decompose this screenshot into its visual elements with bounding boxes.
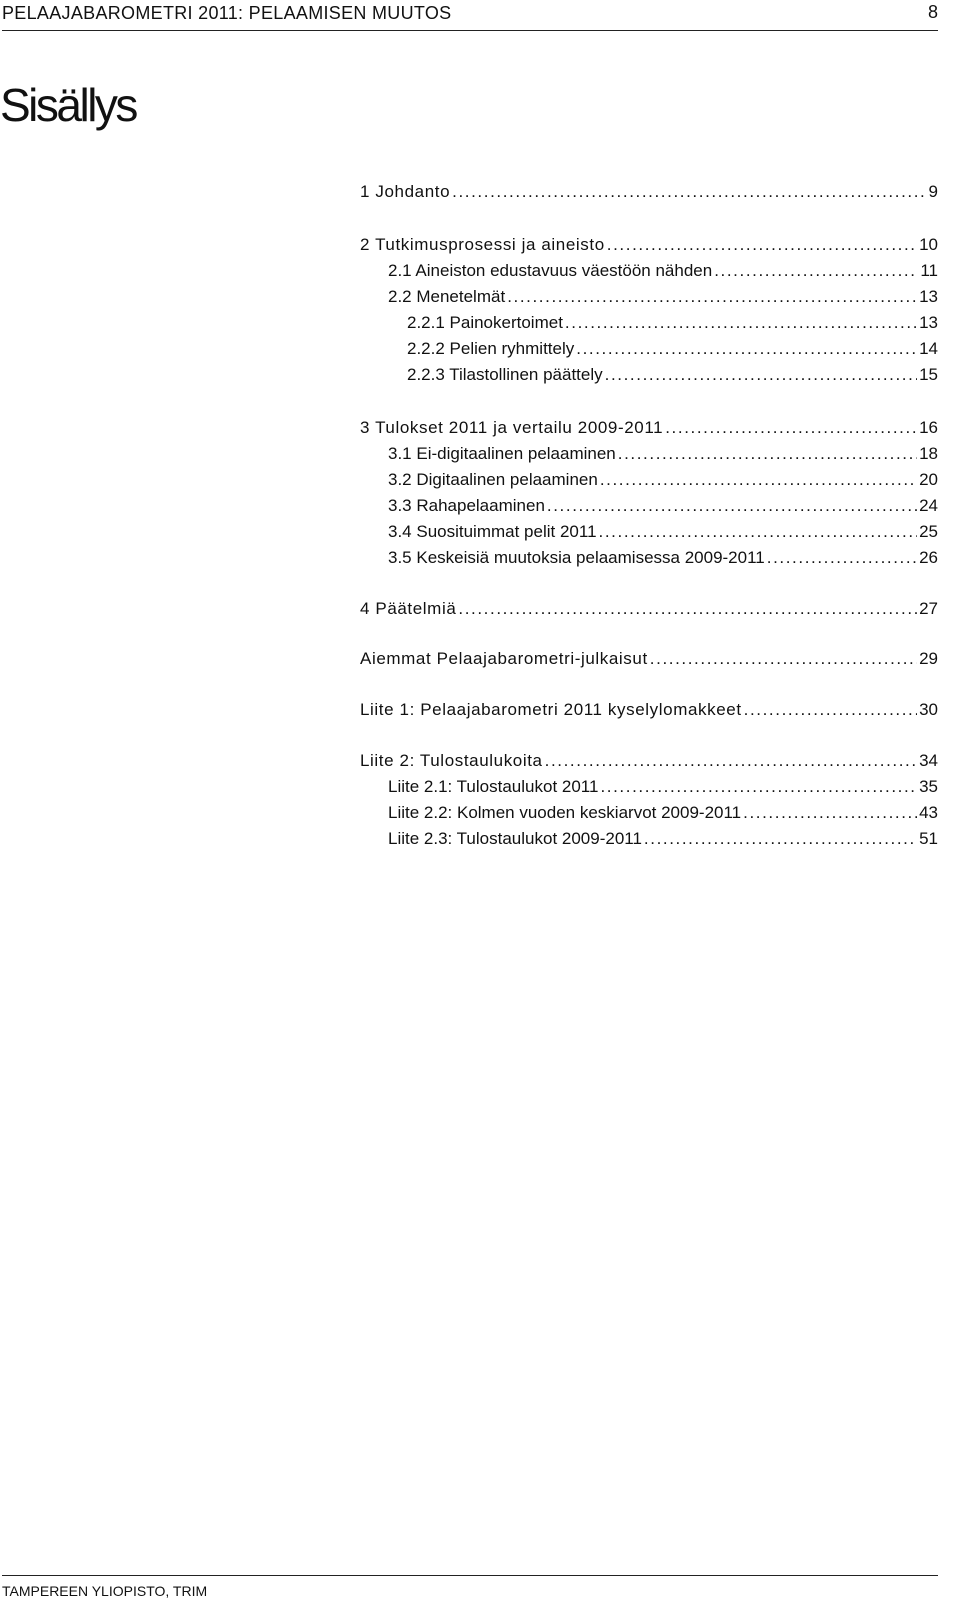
toc-leader-dots [600,774,917,800]
toc-entry-page: 15 [919,365,938,384]
toc-leader-dots [743,800,917,826]
toc-leader-dots [607,232,917,258]
toc-entry-label: 3.3 Rahapelaaminen [388,496,545,515]
toc-entry-page: 9 [928,182,938,201]
toc-leader-dots [507,284,917,310]
toc-entry-label: Liite 2.2: Kolmen vuoden keskiarvot 2009-2011 [388,803,742,822]
toc-entry-digitaalinen[interactable] [388,467,938,493]
toc-entry-page: 27 [919,599,938,618]
toc-entry-page: 18 [919,444,938,463]
toc-entry-page: 13 [919,287,938,306]
toc-entry-liite-2-1[interactable] [388,774,938,800]
toc-entry-label: 3 Tulokset 2011 ja vertailu 2009-2011 [360,418,664,437]
toc-entry-suosituimmat-pelit[interactable] [388,519,938,545]
toc-leader-dots [547,493,917,519]
toc-entry-page: 11 [920,261,938,280]
toc-leader-dots [545,748,917,774]
toc-entry-paatelmia[interactable] [360,596,938,622]
toc-entry-aiemmat-julkaisut[interactable] [360,646,938,672]
toc-entry-page: 34 [919,751,938,770]
toc-leader-dots [600,467,917,493]
page-header [2,0,938,31]
toc-leader-dots [665,415,917,441]
footer-text: TAMPEREEN YLIOPISTO, TRIM [2,1583,208,1599]
toc-entry-painokertoimet[interactable] [407,310,938,336]
toc-entry-page: 51 [919,829,938,848]
toc-leader-dots [744,697,917,723]
toc-entry-page: 14 [919,339,938,358]
toc-entry-pelien-ryhmittely[interactable] [407,336,938,362]
toc-entry-page: 43 [919,803,938,822]
toc-entry-label: 1 Johdanto [360,182,451,201]
toc-entry-label: 2.2.2 Pelien ryhmittely [407,339,575,358]
toc-entry-tilastollinen-paattely[interactable] [407,362,938,388]
toc-entry-label: Aiemmat Pelaajabarometri-julkaisut [360,649,648,668]
toc-leader-dots [576,336,917,362]
header-page-number: 8 [927,2,938,22]
toc-entry-label: 4 Päätelmiä [360,599,457,618]
toc-entry-liite-2-3[interactable] [388,826,938,852]
toc-leader-dots [605,362,917,388]
toc-entry-liite-2[interactable] [360,748,938,774]
toc-leader-dots [565,310,917,336]
toc-entry-label: Liite 2: Tulostaulukoita [360,751,543,770]
toc-entry-liite-1[interactable] [360,697,938,723]
toc-entry-label: 3.5 Keskeisiä muutoksia pelaamisessa 2009-2011 [388,548,765,567]
toc-title: Sisällys [0,79,136,131]
toc-entry-johdanto[interactable] [360,179,938,205]
toc-leader-dots [644,826,917,852]
toc-entry-label: Liite 1: Pelaajabarometri 2011 kyselylomakkeet [360,700,742,719]
toc-leader-dots [599,519,918,545]
header-title: PELAAJABAROMETRI 2011: PELAAMISEN MUUTOS [2,3,452,23]
toc-entry-page: 16 [919,418,938,437]
toc-entry-page: 35 [919,777,938,796]
toc-entry-ei-digitaalinen[interactable] [388,441,938,467]
toc-leader-dots [458,596,917,622]
toc-entry-keskeisia-muutoksia[interactable] [388,545,938,571]
toc-leader-dots [650,646,917,672]
toc-entry-page: 25 [919,522,938,541]
toc-entry-page: 26 [919,548,938,567]
toc-entry-label: 2 Tutkimusprosessi ja aineisto [360,235,605,254]
toc-entry-label: 2.2.1 Painokertoimet [407,313,563,332]
toc-entry-label: Liite 2.1: Tulostaulukot 2011 [388,777,599,796]
toc-entry-page: 13 [919,313,938,332]
toc-entry-rahapelaaminen[interactable] [388,493,938,519]
toc-entry-page: 10 [919,235,938,254]
toc-entry-page: 20 [919,470,938,489]
toc-leader-dots [618,441,917,467]
toc-leader-dots [452,179,926,205]
toc-entry-aineiston-edustavuus[interactable] [388,258,938,284]
toc-entry-label: 2.2.3 Tilastollinen päättely [407,365,603,384]
toc-entry-page: 29 [919,649,938,668]
toc-entry-label: 2.1 Aineiston edustavuus väestöön nähden [388,261,713,280]
toc-leader-dots [767,545,917,571]
toc-entry-label: 3.4 Suosituimmat pelit 2011 [388,522,597,541]
toc-entry-label: Liite 2.3: Tulostaulukot 2009-2011 [388,829,642,848]
toc-entry-label: 3.1 Ei-digitaalinen pelaaminen [388,444,616,463]
toc-entry-menetelmat[interactable] [388,284,938,310]
toc-entry-label: 2.2 Menetelmät [388,287,506,306]
toc-entry-tulokset[interactable] [360,415,938,441]
toc-entry-page: 30 [919,700,938,719]
toc-entry-tutkimusprosessi[interactable] [360,232,938,258]
page-footer [2,1575,938,1599]
toc-entry-page: 24 [919,496,938,515]
toc-entry-liite-2-2[interactable] [388,800,938,826]
toc-entry-label: 3.2 Digitaalinen pelaaminen [388,470,598,489]
toc-leader-dots [714,258,918,284]
